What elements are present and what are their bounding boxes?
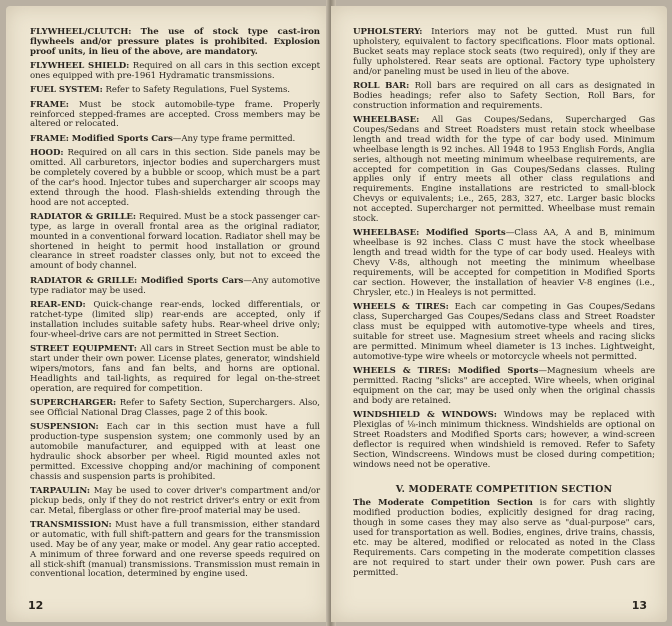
rule-tarpaulin: TARPAULIN: May be used to cover driver's compartment and/or pickup beds, only if they do not restrict driver's entry or exit from car. Metal, fiberglass or other fire-proof material may be used. [30, 485, 321, 516]
rule-wheelbase-modified: WHEELBASE: Modified Sports—Class AA, A and B, minimum wheelbase is 92 inches. Class C must have the stock wheelbase length and tread width for the type of car body used. Healeys with Chevy V-8s, although not meeting the minimum wheelbase requirements, will be accepted for competition in Modified Sports car section. However, the installation of heavier V-8 engines (i.e., Chrysler, etc.) in Healeys is not permitted. [353, 228, 655, 298]
rule-transmission: TRANSMISSION: Must have a full transmission, either standard or automatic, with full shift-pattern and gears for the transmission used. May be of any year, make or model. Any gear ratio accepted. A minimum of three forward and one reverse speeds required on all stick-shift (manual) transmissions. Transmission must remain in conventional location, determined by engine used. [30, 519, 320, 580]
rule-wheels-tires-modified: WHEELS & TIRES: Modified Sports—Magnesium wheels are permitted. Racing "slicks" are accepted. Wire wheels, when original equipment on the car, may be used only when the original chassis and body are retained. [353, 365, 655, 406]
rule-frame: FRAME: Must be stock automobile-type frame. Properly reinforced stepped-frames are accepted. Cross members may be altered or relocated. [30, 99, 320, 130]
left-page [6, 6, 329, 622]
rule-radiator-grille-modified: RADIATOR & GRILLE: Modified Sports Cars—Any automotive type radiator may be used. [30, 275, 320, 296]
rule-supercharger: SUPERCHARGER: Refer to Safety Section, Superchargers. Also, see Official National Drag Classes, page 2 of this book. [30, 397, 320, 418]
rule-suspension: SUSPENSION: Each car in this section must have a full production-type suspension system; one commonly used by an automobile manufacturer, and equipped with at least one hydraulic shock absorber per wheel. Rigid mounted axles not permitted. Excessive chopping and/or machining of component chassis and suspension parts is prohibited. [30, 422, 320, 482]
left-column [30, 28, 320, 585]
rule-fuel-system: FUEL SYSTEM: Refer to Safety Regulations, Fuel Systems. [30, 85, 290, 96]
rule-hood: HOOD: Required on all cars in this section. Side panels may be omitted. All carburetors, injector bodies and superchargers must be completely covered by a bubble or scoop, which must be a part of the car's hood. Injector tubes and supercharger air scoops may extend through the hood. Flash-shields extending through the hood are not accepted. [30, 148, 320, 208]
rule-flywheel-shield: FLYWHEEL SHIELD: Required on all cars in this section except ones equipped with pre-1961 Hydramatic transmissions. [30, 61, 320, 82]
rule-windshield-windows: WINDSHIELD & WINDOWS: Windows may be replaced with Plexiglas of ⅛-inch minimum thickness. Windshields are optional on Street Roadsters and Modified Sports cars; however, a wind-screen deflector is required when windshield is removed. Refer to Safety Section, Windscreens. Windows must be closed during competition; windows need not be operative. [353, 409, 655, 470]
right-column [353, 28, 655, 583]
rule-upholstery: UPHOLSTERY: Interiors may not be gutted. Must run full upholstery, equivalent to factory specifications. Floor mats optional. Bucket seats may replace stock seats (two required), only if they are fully upholstered. Rear seats are optional. Factory type upholstery and/or paneling must be used in lieu of the above. [353, 27, 656, 77]
right-page [331, 6, 667, 622]
section-intro: The Moderate Competition Section is for cars with slightly modified production bodies, explicitly designed for drag racing, though in some cases they may also serve as "dual-purpose" cars, used for transportation as well. Bodies, engines, drive trains, chassis, etc. may be altered, modified or relocated as noted in the Class Requirements. Cars competing in the moderate competition classes are not required to start under their own power. Push cars are permitted. [353, 498, 655, 578]
rule-roll-bar: ROLL BAR: Roll bars are required on all cars as designated in Bodies headings; refer also to Safety Section, Roll Bars, for construction information and requirements. [353, 80, 655, 111]
rule-wheelbase: WHEELBASE: All Gas Coupes/Sedans, Supercharged Gas Coupes/Sedans and Street Roadsters must retain stock wheelbase length and tread width for the type of car body used. Minimum wheelbase length is 92 inches. All 1948 to 1953 English Fords, Anglia series, although not meeting minimum wheelbase requirements, are accepted for competition in Gas Coupes/Sedans classes. Ruling applies only if entry meets all other class regulations and requirements. Engine installations are restricted to small-block Chevys or equivalents; i.e., 265, 283, 327, etc. Larger basic blocks not accepted. Supercharger not permitted. Wheelbase must remain stock. [353, 115, 656, 225]
rule-frame-modified: FRAME: Modified Sports Cars—Any type frame permitted. [30, 133, 296, 144]
rule-rear-end: REAR-END: Quick-change rear-ends, locked differentials, or ratchet-type (limited slip) rear-ends are accepted, only if installation includes suitable safety hubs. Rear-wheel drive only; four-wheel-drive cars are not permitted in Street Section. [30, 299, 320, 340]
rule-street-equipment: STREET EQUIPMENT: All cars in Street Section must be able to start under their own power. License plates, generator, windshield wipers/motors, fans and fan belts, and horns are optional. Headlights and tail-lights, as required for legal on-the-street operation, are required for competition. [30, 343, 321, 394]
rule-wheels-tires: WHEELS & TIRES: Each car competing in Gas Coupes/Sedans class, Supercharged Gas Coupes/Sedans class and Street Roadster class must be equipped with automotive-type wheels and tires, suitable for street use. Magnesium street wheels and racing slicks are permitted. Minimum wheel diameter is 13 inches. Lightweight, automotive-type wire wheels or motorcycle wheels not permitted. [353, 302, 655, 362]
page-number-left: 12 [28, 599, 44, 612]
section-title: V. MODERATE COMPETITION SECTION [395, 484, 613, 496]
page-number-right: 13 [631, 599, 647, 612]
rule-radiator-grille: RADIATOR & GRILLE: Required. Must be a stock passenger car-type, as large in overall frontal area as the original radiator, mounted in a conventional forward location. Radiator shell may be shortened in height to permit hood installation or ground clearance in street roadster classes only, but not to exceed the amount of body channel. [30, 211, 320, 272]
rule-flywheel-clutch: FLYWHEEL/CLUTCH: The use of stock type cast-iron flywheels and/or pressure plates is prohibited. Explosion proof units, in lieu of the above, are mandatory. [30, 27, 320, 57]
